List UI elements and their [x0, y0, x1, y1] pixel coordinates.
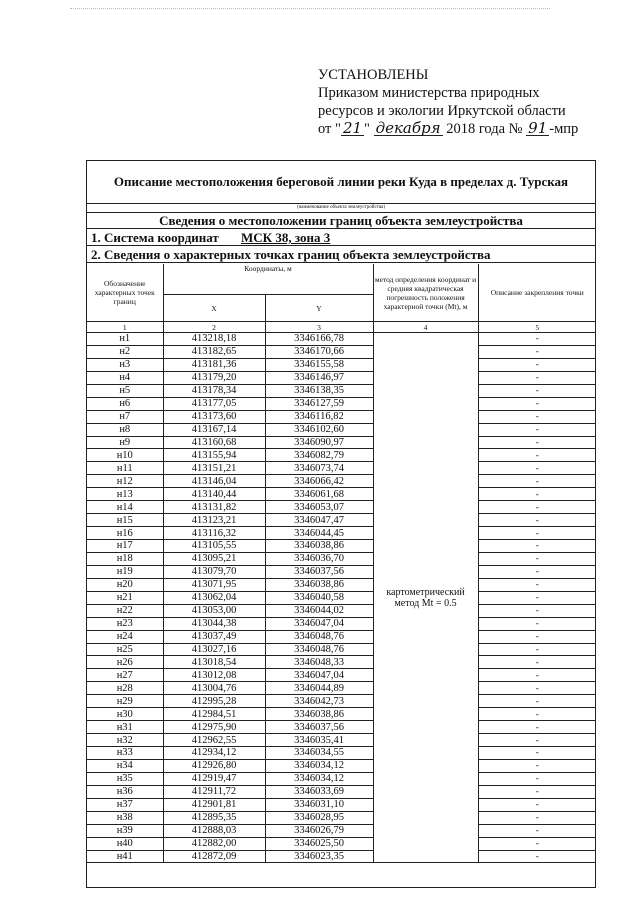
table-row [87, 475, 596, 488]
coord-y: 3346073,74 [265, 462, 373, 475]
point-id: н33 [87, 747, 163, 760]
fixing-cell: - [478, 540, 596, 553]
coord-y: 3346053,07 [265, 501, 373, 514]
fixing-cell: - [478, 514, 596, 527]
table-row [87, 371, 596, 384]
coord-system-label: 1. Система координат [91, 230, 219, 245]
coord-y: 3346025,50 [265, 837, 373, 850]
point-id: н4 [87, 371, 163, 384]
table-row [87, 682, 596, 695]
coord-y: 3346155,58 [265, 358, 373, 371]
fixing-cell: - [478, 630, 596, 643]
point-id: н32 [87, 734, 163, 747]
handwritten-number: 91 [528, 119, 548, 137]
point-id: н14 [87, 501, 163, 514]
table-row [87, 824, 596, 837]
document-frame [86, 160, 596, 888]
coord-y: 3346047,04 [265, 669, 373, 682]
point-id: н39 [87, 824, 163, 837]
point-id: н21 [87, 591, 163, 604]
point-id: н23 [87, 617, 163, 630]
table-row [87, 501, 596, 514]
point-id: н37 [87, 798, 163, 811]
point-id: н13 [87, 488, 163, 501]
coord-y: 3346023,35 [265, 850, 373, 863]
document-title: Описание местоположения береговой линии реки Куда в пределах д. Турская [113, 174, 569, 189]
coord-x: 413177,05 [163, 397, 265, 410]
table-row [87, 759, 596, 772]
coord-y: 3346048,76 [265, 630, 373, 643]
fixing-cell: - [478, 708, 596, 721]
coord-y: 3346037,56 [265, 721, 373, 734]
approval-stamp [318, 66, 578, 138]
point-id: н36 [87, 785, 163, 798]
fixing-cell: - [478, 462, 596, 475]
date-quote: " [364, 121, 370, 137]
fixing-cell: - [478, 850, 596, 863]
point-id: н2 [87, 345, 163, 358]
date-prefix: от " [318, 121, 341, 137]
coord-x: 412962,55 [163, 734, 265, 747]
point-id: н26 [87, 656, 163, 669]
coord-y: 3346102,60 [265, 423, 373, 436]
table-row [87, 708, 596, 721]
coord-y: 3346138,35 [265, 384, 373, 397]
table-row [87, 747, 596, 760]
fixing-cell: - [478, 578, 596, 591]
table-row [87, 540, 596, 553]
coord-x: 413146,04 [163, 475, 265, 488]
table-row [87, 695, 596, 708]
method-cell: картометрический метод Mt = 0.5 [373, 333, 478, 863]
coord-y: 3346035,41 [265, 734, 373, 747]
table-row [87, 527, 596, 540]
col-number: 1 [87, 322, 163, 333]
fixing-cell: - [478, 384, 596, 397]
coord-y: 3346146,97 [265, 371, 373, 384]
point-id: н1 [87, 333, 163, 346]
approval-date-line [318, 120, 578, 138]
table-row [87, 488, 596, 501]
fixing-cell: - [478, 488, 596, 501]
coord-x: 413053,00 [163, 604, 265, 617]
coord-x: 412995,28 [163, 695, 265, 708]
section-info-heading: Сведения о местоположении границ объекта землеустройства [87, 212, 595, 229]
fixing-cell: - [478, 565, 596, 578]
coord-x: 413173,60 [163, 410, 265, 423]
point-id: н16 [87, 527, 163, 540]
point-id: н3 [87, 358, 163, 371]
coord-x: 412919,47 [163, 772, 265, 785]
point-id: н41 [87, 850, 163, 863]
table-row [87, 772, 596, 785]
coord-y: 3346038,86 [265, 578, 373, 591]
coord-x: 412888,03 [163, 824, 265, 837]
point-id: н12 [87, 475, 163, 488]
coord-y: 3346066,42 [265, 475, 373, 488]
coord-y: 3346047,47 [265, 514, 373, 527]
scan-artifact-line [70, 8, 550, 12]
fixing-cell: - [478, 734, 596, 747]
coord-y: 3346166,78 [265, 333, 373, 346]
coord-x: 412975,90 [163, 721, 265, 734]
point-id: н9 [87, 436, 163, 449]
coord-x: 412895,35 [163, 811, 265, 824]
handwritten-day: 21 [342, 119, 363, 137]
point-id: н5 [87, 384, 163, 397]
point-id: н31 [87, 721, 163, 734]
point-id: н19 [87, 565, 163, 578]
header-method: метод определения координат и средняя квадратическая погрешность положения характерной точки (Mt), м [373, 264, 478, 322]
table-row [87, 410, 596, 423]
coord-x: 413123,21 [163, 514, 265, 527]
fixing-cell: - [478, 617, 596, 630]
fixing-cell: - [478, 591, 596, 604]
table-row [87, 630, 596, 643]
coord-y: 3346090,97 [265, 436, 373, 449]
header-y: Y [265, 295, 373, 322]
approval-line-3: ресурсов и экологии Иркутской области [318, 103, 566, 119]
point-id: н20 [87, 578, 163, 591]
column-numbers-row [87, 322, 596, 333]
coord-y: 3346031,10 [265, 798, 373, 811]
table-row [87, 514, 596, 527]
coord-y: 3346170,66 [265, 345, 373, 358]
coord-y: 3346044,89 [265, 682, 373, 695]
fixing-cell: - [478, 371, 596, 384]
coord-x: 412984,51 [163, 708, 265, 721]
fixing-cell: - [478, 656, 596, 669]
coord-x: 413004,76 [163, 682, 265, 695]
coord-y: 3346026,79 [265, 824, 373, 837]
point-id: н10 [87, 449, 163, 462]
table-row [87, 591, 596, 604]
coord-x: 412901,81 [163, 798, 265, 811]
fixing-cell: - [478, 436, 596, 449]
coord-x: 413079,70 [163, 565, 265, 578]
coord-x: 413012,08 [163, 669, 265, 682]
table-row [87, 604, 596, 617]
fixing-cell: - [478, 798, 596, 811]
coord-y: 3346047,04 [265, 617, 373, 630]
coord-x: 413181,36 [163, 358, 265, 371]
order-suffix: -мпр [549, 121, 579, 137]
fixing-cell: - [478, 695, 596, 708]
coord-y: 3346048,76 [265, 643, 373, 656]
fixing-cell: - [478, 824, 596, 837]
coord-y: 3346034,12 [265, 759, 373, 772]
table-row [87, 617, 596, 630]
table-row [87, 721, 596, 734]
date-year: 2018 года № [446, 121, 523, 137]
approval-line-2: Приказом министерства природных [318, 85, 540, 101]
col-number: 5 [478, 322, 596, 333]
coord-y: 3346061,68 [265, 488, 373, 501]
coord-y: 3346034,55 [265, 747, 373, 760]
table-row [87, 669, 596, 682]
coord-x: 413160,68 [163, 436, 265, 449]
coord-y: 3346127,59 [265, 397, 373, 410]
points-section-heading: 2. Сведения о характерных точках границ объекта землеустройства [87, 246, 595, 263]
coord-x: 413151,21 [163, 462, 265, 475]
point-id: н25 [87, 643, 163, 656]
point-id: н27 [87, 669, 163, 682]
table-row [87, 436, 596, 449]
header-coords: Координаты, м [163, 264, 373, 295]
table-row [87, 811, 596, 824]
header-fixing: Описание закрепления точки [478, 264, 596, 322]
coord-y: 3346048,33 [265, 656, 373, 669]
point-id: н30 [87, 708, 163, 721]
fixing-cell: - [478, 811, 596, 824]
table-row [87, 837, 596, 850]
table-row [87, 578, 596, 591]
coord-y: 3346044,02 [265, 604, 373, 617]
fixing-cell: - [478, 410, 596, 423]
point-id: н15 [87, 514, 163, 527]
coord-y: 3346042,73 [265, 695, 373, 708]
fixing-cell: - [478, 552, 596, 565]
fixing-cell: - [478, 333, 596, 346]
table-row [87, 423, 596, 436]
point-id: н34 [87, 759, 163, 772]
coord-system-value: МСК 38, зона 3 [241, 230, 331, 245]
fixing-cell: - [478, 721, 596, 734]
coord-x: 413218,18 [163, 333, 265, 346]
coord-x: 413155,94 [163, 449, 265, 462]
fixing-cell: - [478, 669, 596, 682]
point-id: н40 [87, 837, 163, 850]
coord-x: 413167,14 [163, 423, 265, 436]
coord-system-row [87, 229, 595, 246]
fixing-cell: - [478, 358, 596, 371]
col-number: 2 [163, 322, 265, 333]
coord-x: 413182,65 [163, 345, 265, 358]
table-row [87, 798, 596, 811]
point-id: н35 [87, 772, 163, 785]
coord-x: 412926,80 [163, 759, 265, 772]
coord-x: 413027,16 [163, 643, 265, 656]
fixing-cell: - [478, 449, 596, 462]
fixing-cell: - [478, 837, 596, 850]
table-row [87, 656, 596, 669]
fixing-cell: - [478, 475, 596, 488]
point-id: н29 [87, 695, 163, 708]
table-row [87, 850, 596, 863]
point-id: н22 [87, 604, 163, 617]
coord-x: 413105,55 [163, 540, 265, 553]
document-title-caption: (наименование объекта землеустройства) [87, 203, 595, 213]
coord-x: 413179,20 [163, 371, 265, 384]
fixing-cell: - [478, 527, 596, 540]
coord-x: 413095,21 [163, 552, 265, 565]
table-row [87, 462, 596, 475]
table-row [87, 397, 596, 410]
fixing-cell: - [478, 397, 596, 410]
coord-x: 413140,44 [163, 488, 265, 501]
coord-y: 3346082,79 [265, 449, 373, 462]
point-id: н38 [87, 811, 163, 824]
fixing-cell: - [478, 759, 596, 772]
coord-y: 3346034,12 [265, 772, 373, 785]
coord-y: 3346116,82 [265, 410, 373, 423]
handwritten-month: декабря [375, 119, 441, 137]
coord-y: 3346038,86 [265, 708, 373, 721]
coord-y: 3346033,69 [265, 785, 373, 798]
fixing-cell: - [478, 747, 596, 760]
table-row [87, 785, 596, 798]
coord-x: 413037,49 [163, 630, 265, 643]
coord-x: 412934,12 [163, 747, 265, 760]
header-row-1 [87, 264, 596, 295]
coord-x: 413178,34 [163, 384, 265, 397]
table-row [87, 358, 596, 371]
approval-line-1: УСТАНОВЛЕНЫ [318, 67, 429, 83]
fixing-cell: - [478, 785, 596, 798]
table-row [87, 552, 596, 565]
header-point: Обозначение характерных точек границ [87, 264, 163, 322]
coord-x: 413131,82 [163, 501, 265, 514]
col-number: 4 [373, 322, 478, 333]
point-id: н18 [87, 552, 163, 565]
table-row [87, 565, 596, 578]
coord-y: 3346038,86 [265, 540, 373, 553]
point-id: н6 [87, 397, 163, 410]
fixing-cell: - [478, 643, 596, 656]
point-id: н17 [87, 540, 163, 553]
coord-y: 3346037,56 [265, 565, 373, 578]
table-row [87, 333, 596, 346]
table-row [87, 449, 596, 462]
coord-x: 412882,00 [163, 837, 265, 850]
coord-y: 3346036,70 [265, 552, 373, 565]
coord-x: 413018,54 [163, 656, 265, 669]
point-id: н8 [87, 423, 163, 436]
header-x: X [163, 295, 265, 322]
fixing-cell: - [478, 682, 596, 695]
coord-x: 413071,95 [163, 578, 265, 591]
fixing-cell: - [478, 423, 596, 436]
point-id: н24 [87, 630, 163, 643]
fixing-cell: - [478, 604, 596, 617]
point-id: н28 [87, 682, 163, 695]
coord-y: 3346044,45 [265, 527, 373, 540]
point-id: н11 [87, 462, 163, 475]
coord-y: 3346040,58 [265, 591, 373, 604]
coord-x: 413116,32 [163, 527, 265, 540]
table-row [87, 384, 596, 397]
point-id: н7 [87, 410, 163, 423]
points-table [87, 264, 596, 863]
fixing-cell: - [478, 501, 596, 514]
table-row [87, 734, 596, 747]
coord-x: 413062,04 [163, 591, 265, 604]
fixing-cell: - [478, 345, 596, 358]
col-number: 3 [265, 322, 373, 333]
coord-x: 412872,09 [163, 850, 265, 863]
coord-x: 412911,72 [163, 785, 265, 798]
coord-y: 3346028,95 [265, 811, 373, 824]
table-row [87, 345, 596, 358]
table-row [87, 643, 596, 656]
coord-x: 413044,38 [163, 617, 265, 630]
fixing-cell: - [478, 772, 596, 785]
